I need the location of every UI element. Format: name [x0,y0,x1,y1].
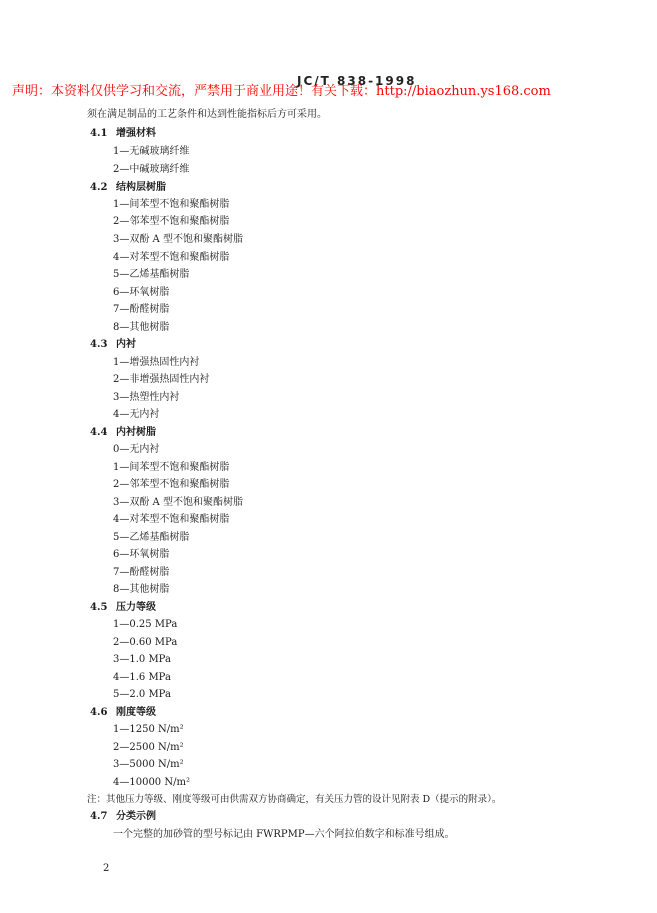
intro-text: 须在满足制品的工艺条件和达到性能指标后方可采用。 [87,109,327,120]
list-item: 7—酚醛树脂 [113,567,170,578]
list-item: 2—邻苯型不饱和聚酯树脂 [113,479,230,490]
watermark-notice: 声明：本资料仅供学习和交流，严禁用于商业用途！有关下载：http://biaozhun.ys168.com [12,84,551,99]
list-item: 6—环氧树脂 [113,549,170,560]
section-heading: 4.5 压力等级 [90,602,156,613]
list-item: 1—0.25 MPa [113,619,178,630]
standard-code: JC/T 838-1998 [297,74,417,88]
list-item: 4—10000 N/m² [113,777,190,788]
list-item: 6—环氧树脂 [113,287,170,298]
page-number: 2 [103,863,110,874]
list-item: 1—增强热固性内衬 [113,357,200,368]
list-item: 4—无内衬 [113,409,160,420]
list-item: 5—乙烯基酯树脂 [113,269,190,280]
list-item: 3—5000 N/m² [113,759,184,770]
list-item: 3—1.0 MPa [113,654,171,665]
list-item: 5—2.0 MPa [113,689,171,700]
list-item: 8—其他树脂 [113,584,170,595]
section-heading: 4.2 结构层树脂 [90,182,166,193]
list-item: 1—无碱玻璃纤维 [113,146,190,157]
list-item: 8—其他树脂 [113,322,170,333]
list-item: 3—双酚 A 型不饱和聚酯树脂 [113,234,243,245]
list-item: 2—0.60 MPa [113,637,178,648]
list-item: 2—非增强热固性内衬 [113,374,210,385]
list-item: 2—邻苯型不饱和聚酯树脂 [113,216,230,227]
section-body-text: 一个完整的加砂管的型号标记由 FWRPMP—六个阿拉伯数字和标准号组成。 [113,829,455,840]
list-item: 7—酚醛树脂 [113,304,170,315]
list-item: 4—对苯型不饱和聚酯树脂 [113,514,230,525]
list-item: 1—间苯型不饱和聚酯树脂 [113,462,230,473]
list-item: 4—对苯型不饱和聚酯树脂 [113,252,230,263]
note-text: 注：其他压力等级、刚度等级可由供需双方协商确定，有关压力管的设计见附表 D（提示的附录）。 [87,794,502,805]
list-item: 3—双酚 A 型不饱和聚酯树脂 [113,497,243,508]
section-heading: 4.4 内衬树脂 [90,427,156,438]
list-item: 2—2500 N/m² [113,742,184,753]
list-item: 1—间苯型不饱和聚酯树脂 [113,199,230,210]
list-item: 2—中碱玻璃纤维 [113,164,190,175]
section-heading: 4.1 增强材料 [90,128,156,139]
section-heading: 4.3 内衬 [90,339,136,350]
list-item: 3—热塑性内衬 [113,392,180,403]
list-item: 4—1.6 MPa [113,672,171,683]
list-item: 0—无内衬 [113,444,160,455]
list-item: 1—1250 N/m² [113,724,184,735]
list-item: 5—乙烯基酯树脂 [113,532,190,543]
section-heading: 4.6 刚度等级 [90,707,156,718]
section-heading: 4.7 分类示例 [90,811,156,822]
